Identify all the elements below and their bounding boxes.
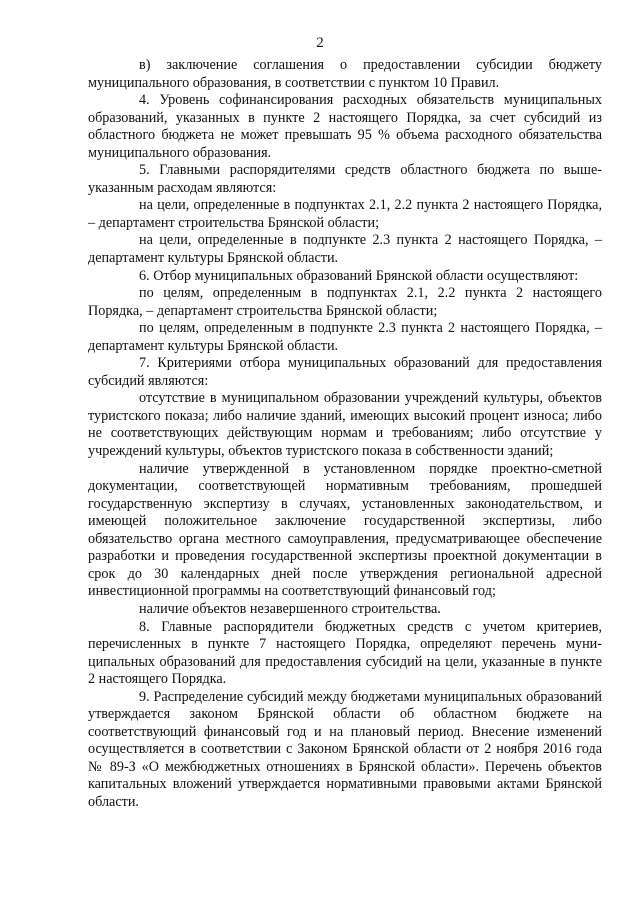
paragraph-7-criteria: 7. Критериями отбора муниципальных образований для предоставления субсидий являются: [88, 355, 602, 389]
paragraph-4-cofinancing-level: 4. Уровень софинансирования расходных обязательств муниципальных образований, указанных в пункте 2 настоящего Порядка, за счет субсидий из областного бюджета не может превышать 95 % объема расходного обязательства муниципального образования. [88, 92, 602, 161]
paragraph-7-criterion-documentation: наличие утвержденной в установленном порядке проектно-сметной документации, соответствующей нормативным требованиям, прошедшей государственную экспертизу в случаях, установленных законодательством, и имеющей положительное заключение государственной экспертизы, либо обязательство органа местного самоуправления, предусматривающее обеспечение разработки и проведения государственной экспертизы проектной документации в срок до 30 календарных дней после утверждения региональной адресной инвестиционной программы на соответствующий финансовый год; [88, 460, 602, 600]
paragraph-3v-agreement: в) заключение соглашения о предоставлении субсидии бюджету муниципального образования, в соответствии с пунктом 10 Правил. [88, 57, 602, 91]
paragraph-7-criterion-unfinished: наличие объектов незавершенного строительства. [139, 600, 441, 617]
paragraph-6-selection: 6. Отбор муниципальных образований Брянской области осуществляют: [139, 267, 579, 284]
page-number: 2 [316, 35, 324, 51]
paragraph-6-construction-department: по целям, определенным в подпунктах 2.1, 2.2 пункта 2 настоящего Порядка, – департамент строительства Брянской области; [88, 285, 602, 319]
paragraph-5-construction-department: на цели, определенные в подпунктах 2.1, 2.2 пункта 2 настоящего Порядка, – департамент строительства Брянской области; [88, 197, 602, 231]
paragraph-8-list-determination: 8. Главные распорядители бюджетных средств с учетом критериев, перечисленных в пункте 7 настоящего Порядка, определяют перечень муниципальных образований для предоставления субсидий на цели, указанные в пункте 2 настоящего Порядка. [88, 618, 602, 688]
paragraph-5-main-administrators: 5. Главными распорядителями средств областного бюджета по вышеуказанным расходам являются: [88, 162, 602, 196]
paragraph-6-culture-department: по целям, определенным в подпункте 2.3 пункта 2 настоящего Порядка, – департамент культуры Брянской области. [88, 320, 602, 354]
paragraph-5-culture-department: на цели, определенные в подпункте 2.3 пункта 2 настоящего Порядка, – департамент культуры Брянской области. [88, 232, 602, 267]
paragraph-7-criterion-absence: отсутствие в муниципальном образовании учреждений культуры, объектов туристского показа; либо наличие зданий, имеющих высокий процент износа; либо не соответствующих действующим нормам и требованиям; либо отсутствие у учреждений культуры, объектов туристского показа в собственности зданий; [88, 390, 602, 460]
paragraph-9-distribution: 9. Распределение субсидий между бюджетами муниципальных образований утверждается законом Брянской области об областном бюджете на соответствующий финансовый год и на плановый период. Внесение изменений осуществляется в соответствии с Законом Брянской области от 2 ноября 2016 года № 89-З «О межбюджетных отношениях в Брянской области». Перечень объектов капитальных вложений утверждается нормативными правовыми актами Брянской области. [88, 688, 602, 810]
document-body [88, 57, 602, 812]
